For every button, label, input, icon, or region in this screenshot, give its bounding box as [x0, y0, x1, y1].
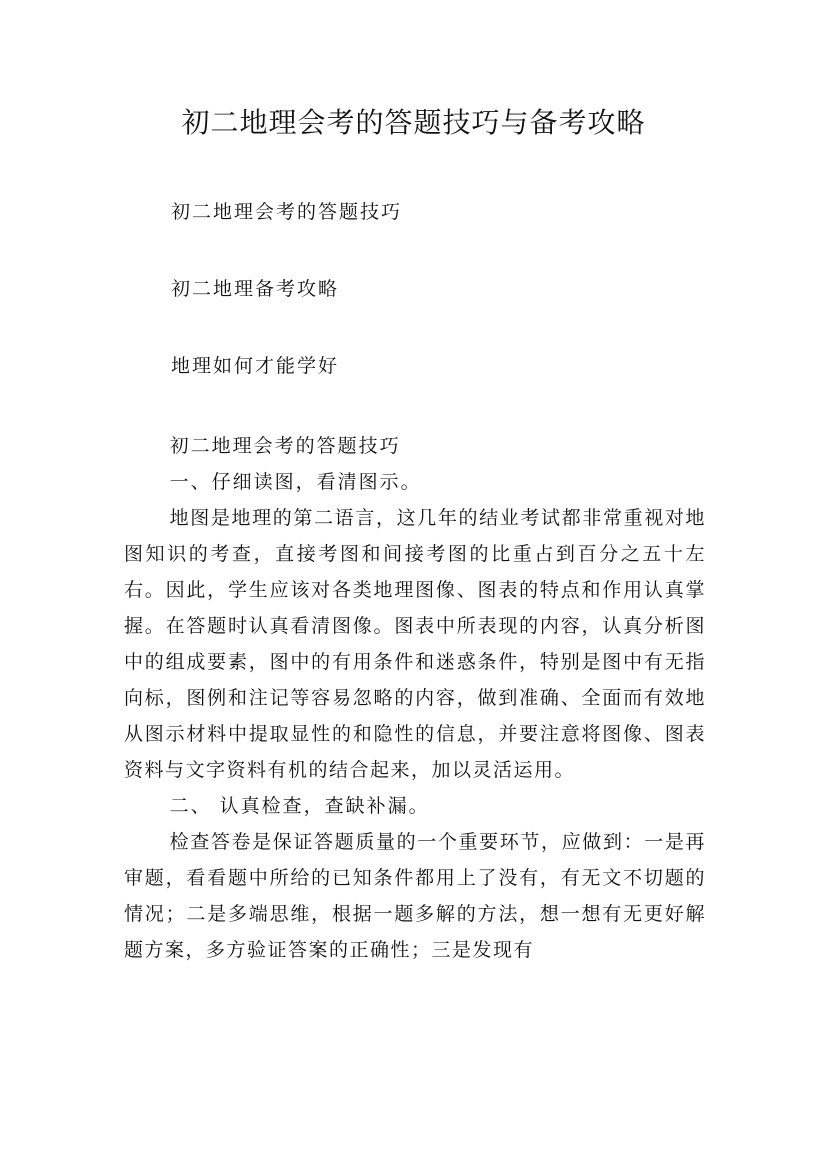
- point-2-paragraph: 检查答卷是保证答题质量的一个重要环节，应做到：一是再审题，看看题中所给的已知条件都用上了没有，有无文不切题的情况；二是多端思维，根据一题多解的方法，想一想有无更好解题方案，多方验证答案的正确性；三是发现有: [124, 831, 706, 961]
- toc-item-answer-tips: 初二地理会考的答题技巧: [171, 201, 403, 223]
- point-1-heading: 一、仔细读图，看清图示。: [169, 471, 422, 493]
- point-1-paragraph: 地图是地理的第二语言，这几年的结业考试都非常重视对地图知识的考查，直接考图和间接考图的比重占到百分之五十左右。因此，学生应该对各类地理图像、图表的特点和作用认真掌握。在答题时认真看清图像。图表中所表现的内容，认真分析图中的组成要素，图中的有用条件和迷惑条件，特别是图中有无指向标，图例和注记等容易忽略的内容，做到准确、全面而有效地从图示材料中提取显性的和隐性的信息，并要注意将图像、图表资料与文字资料有机的结合起来，加以灵活运用。: [124, 507, 706, 781]
- document-title: 初二地理会考的答题技巧与备考攻略: [181, 106, 646, 139]
- toc-item-exam-prep: 初二地理备考攻略: [171, 278, 340, 300]
- section-title: 初二地理会考的答题技巧: [169, 435, 401, 457]
- point-2-heading: 二、 认真检查，查缺补漏。: [169, 795, 430, 817]
- document-body: [124, 428, 706, 968]
- toc-item-how-to-learn: 地理如何才能学好: [171, 355, 340, 377]
